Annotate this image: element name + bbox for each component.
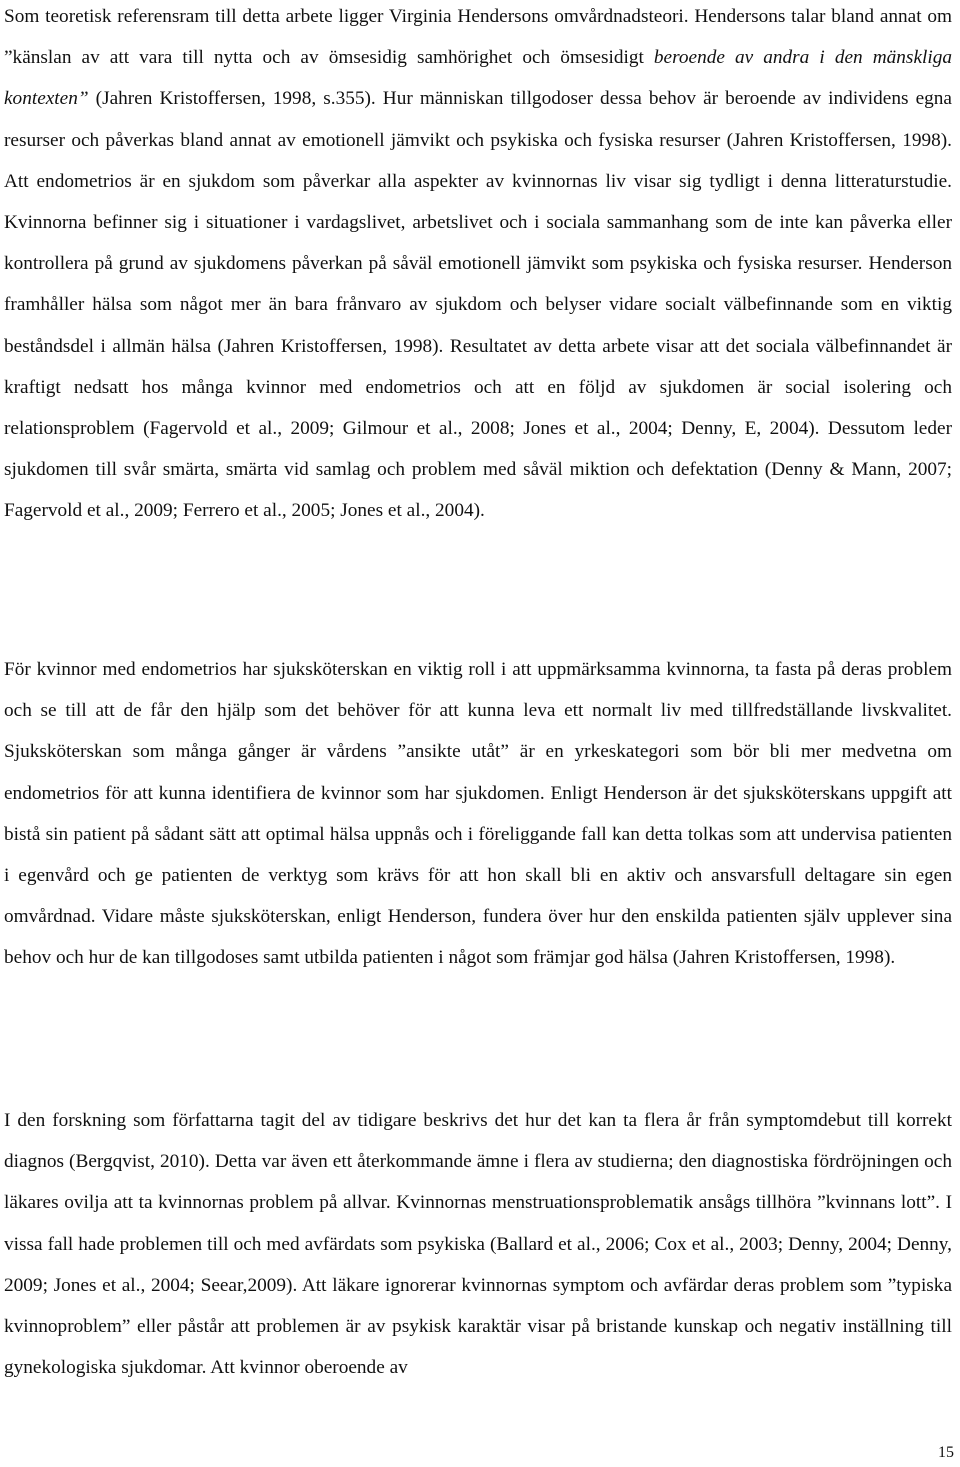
paragraph-1-italic-quote: beroende av andra i den mänskliga kontexten”	[4, 47, 952, 110]
paragraph-1-text-1: Som teoretisk referensram till detta arbete ligger Virginia Hendersons omvårdnadsteori. Hendersons talar bland annat om ”känslan av att vara till nytta och av ömsesidig samhörighet och ömsesidigt	[4, 6, 952, 69]
paragraph-2	[4, 649, 952, 979]
page-number: 15	[938, 1444, 954, 1461]
paragraph-3	[4, 1100, 952, 1388]
paragraph-1-text-2: (Jahren Kristoffersen, 1998, s.355). Hur människan tillgodoser dessa behov är beroende av individens egna resurser och påverkas bland annat av emotionell jämvikt och psykiska och fysiska resurser (Jahren Kristoffersen, 1998). Att endometrios är en sjukdom som påverkar alla aspekter av kvinnornas liv visar sig tydligt i denna litteraturstudie. Kvinnorna befinner sig i situationer i vardagslivet, arbetslivet och i sociala sammanhang som de inte kan påverka eller kontrollera på grund av sjukdomens påverkan på såväl emotionell jämvikt som psykiska och fysiska resurser. Henderson framhåller hälsa som något mer än bara frånvaro av sjukdom och belyser vidare socialt välbefinnande som en viktig beståndsdel i allmän hälsa (Jahren Kristoffersen, 1998). Resultatet av detta arbete visar att det sociala välbefinnandet är kraftigt nedsatt hos många kvinnor med endometrios och att en följd av sjukdomen är social isolering och relationsproblem (Fagervold et al., 2009; Gilmour et al., 2008; Jones et al., 2004; Denny, E, 2004). Dessutom leder sjukdomen till svår smärta, smärta vid samlag och problem med såväl miktion och defektation (Denny & Mann, 2007; Fagervold et al., 2009; Ferrero et al., 2005; Jones et al., 2004).	[4, 88, 952, 522]
paragraph-2-text: För kvinnor med endometrios har sjuksköterskan en viktig roll i att uppmärksamma kvinnorna, ta fasta på deras problem och se till att de får den hjälp som det behöver för att kunna leva ett normalt liv med tillfredställande livskvalitet. Sjuksköterskan som många gånger är vårdens ”ansikte utåt” är en yrkeskategori som bör bli mer medvetna om endometrios för att kunna identifiera de kvinnor som har sjukdomen. Enligt Henderson är det sjuksköterskans uppgift att bistå sin patient på sådant sätt att optimal hälsa uppnås och i föreliggande fall kan detta tolkas som att undervisa patienten i egenvård och ge patienten de verktyg som krävs för att hon skall bli en aktiv och ansvarsfull deltagare sin egen omvårdnad. Vidare måste sjuksköterskan, enligt Henderson, fundera över hur den enskilda patienten själv upplever sina behov och hur de kan tillgodoses samt utbilda patienten i något som främjar god hälsa (Jahren Kristoffersen, 1998).	[4, 659, 952, 969]
paragraph-1	[4, 0, 952, 532]
paragraph-3-text: I den forskning som författarna tagit del av tidigare beskrivs det hur det kan ta flera år från symptomdebut till korrekt diagnos (Bergqvist, 2010). Detta var även ett återkommande ämne i flera av studierna; den diagnostiska fördröjningen och läkares ovilja att ta kvinnornas problem på allvar. Kvinnornas menstruationsproblematik ansågs tillhöra ”kvinnans lott”. I vissa fall hade problemen till och med avfärdats som psykiska (Ballard et al., 2006; Cox et al., 2003; Denny, 2004; Denny, 2009; Jones et al., 2004; Seear,2009). Att läkare ignorerar kvinnornas symptom och avfärdar deras problem som ”typiska kvinnoproblem” eller påstår att problemen är av psykisk karaktär visar på bristande kunskap och negativ inställning till gynekologiska sjukdomar. Att kvinnor oberoende av	[4, 1110, 952, 1379]
